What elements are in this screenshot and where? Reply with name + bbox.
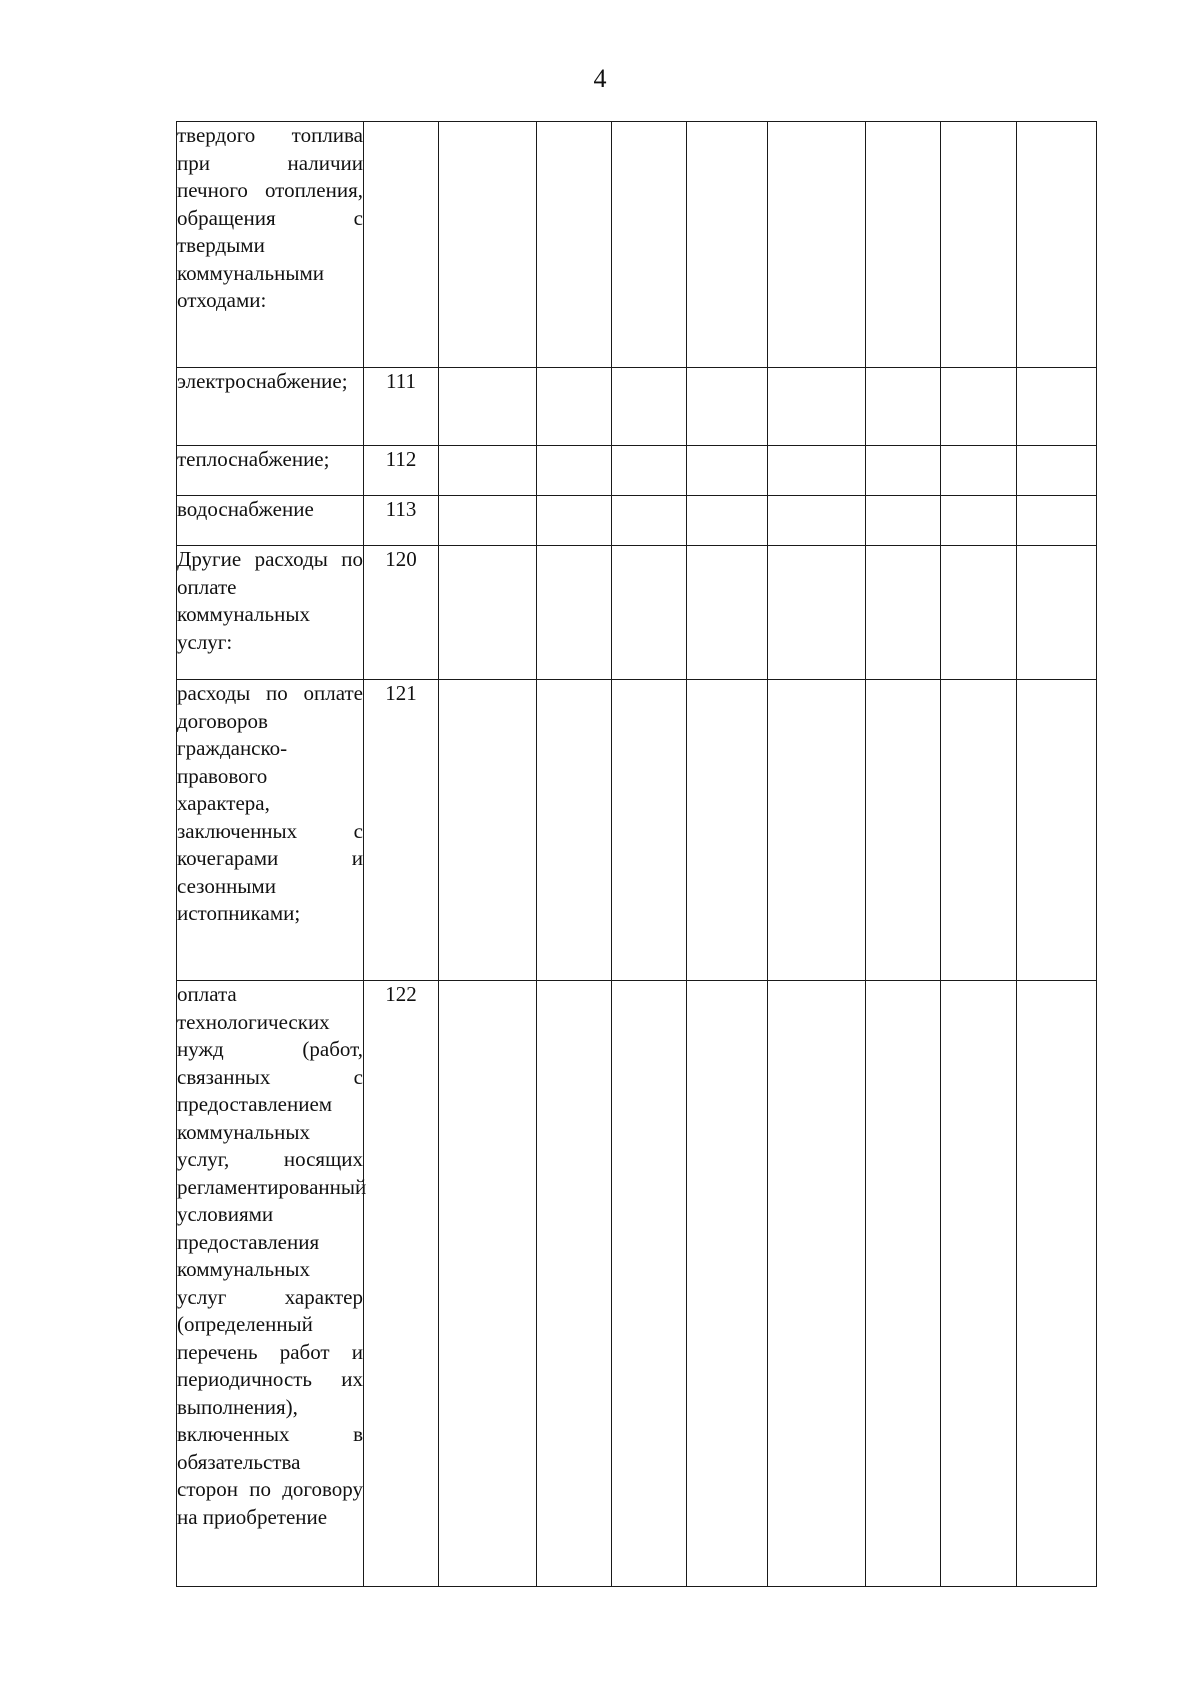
empty-cell [537,546,612,680]
empty-cell [1017,496,1097,546]
row-code-cell: 112 [364,446,439,496]
row-code-cell: 120 [364,546,439,680]
empty-cell [1017,680,1097,981]
empty-cell [866,981,941,1587]
row-label-cell [177,122,364,368]
row-label: электроснабжение; [177,369,348,393]
empty-cell [687,446,768,496]
row-code-cell: 121 [364,680,439,981]
empty-cell [768,368,866,446]
empty-cell [941,496,1017,546]
empty-cell [941,680,1017,981]
empty-cell [1017,546,1097,680]
empty-cell [866,446,941,496]
row-label: водоснабжение [177,497,314,521]
table-row [177,446,1097,496]
row-label-cell [177,981,367,1587]
row-label-cell [177,546,364,680]
empty-cell [768,680,866,981]
empty-cell [612,496,687,546]
row-label-cell [177,446,364,496]
empty-cell [439,122,537,368]
empty-cell [1017,446,1097,496]
empty-cell [537,680,612,981]
empty-cell [941,122,1017,368]
empty-cell [768,446,866,496]
row-label: твердого топлива при наличии печного отопления, обращения с твердыми коммунальными отходами: [177,123,363,312]
empty-cell [439,496,537,546]
empty-cell [866,496,941,546]
empty-cell [941,981,1017,1587]
empty-cell [687,368,768,446]
expense-table [176,121,1097,1587]
empty-cell [537,122,612,368]
empty-cell [941,446,1017,496]
table-row [177,981,1097,1587]
empty-cell [537,446,612,496]
empty-cell [439,446,537,496]
empty-cell [866,368,941,446]
row-label-cell [177,368,364,446]
empty-cell [768,981,866,1587]
table-row [177,496,1097,546]
empty-cell [1017,122,1097,368]
table-row [177,546,1097,680]
empty-cell [866,680,941,981]
empty-cell [941,546,1017,680]
empty-cell [768,496,866,546]
empty-cell [439,680,537,981]
empty-cell [439,981,537,1587]
empty-cell [439,368,537,446]
empty-cell [687,122,768,368]
page-number: 4 [593,64,607,93]
empty-cell [768,122,866,368]
row-label: теплоснабжение; [177,447,330,471]
table-row [177,368,1097,446]
empty-cell [866,122,941,368]
empty-cell [612,368,687,446]
row-code-cell: 122 [364,981,439,1587]
row-label: расходы по оплате договоров гражданско-правового характера, заключенных с кочегарами и сезонными истопниками; [177,681,363,925]
empty-cell [866,546,941,680]
empty-cell [612,446,687,496]
empty-cell [439,546,537,680]
empty-cell [1017,368,1097,446]
empty-cell [612,981,687,1587]
row-label: Другие расходы по оплате коммунальных услуг: [177,547,363,654]
empty-cell [537,981,612,1587]
empty-cell [537,496,612,546]
empty-cell [768,546,866,680]
row-code-cell: 111 [364,368,439,446]
table-row [177,680,1097,981]
empty-cell [941,368,1017,446]
row-label-cell [177,680,364,981]
row-label: оплата технологических нужд (работ, связанных с предоставлением коммунальных услуг, носящих регламентированный условиями предоставления коммунальных услуг характер (определенный перечень работ и периодичность их выполнения), включенных в обязательства сторон по договору на приобретение [177,982,367,1529]
empty-cell [687,981,768,1587]
row-code-cell [364,122,439,368]
row-code-cell: 113 [364,496,439,546]
empty-cell [687,546,768,680]
empty-cell [1017,981,1097,1587]
row-label-cell [177,496,364,546]
empty-cell [612,680,687,981]
table-row [177,122,1097,368]
empty-cell [687,496,768,546]
empty-cell [612,122,687,368]
empty-cell [612,546,687,680]
empty-cell [537,368,612,446]
empty-cell [687,680,768,981]
